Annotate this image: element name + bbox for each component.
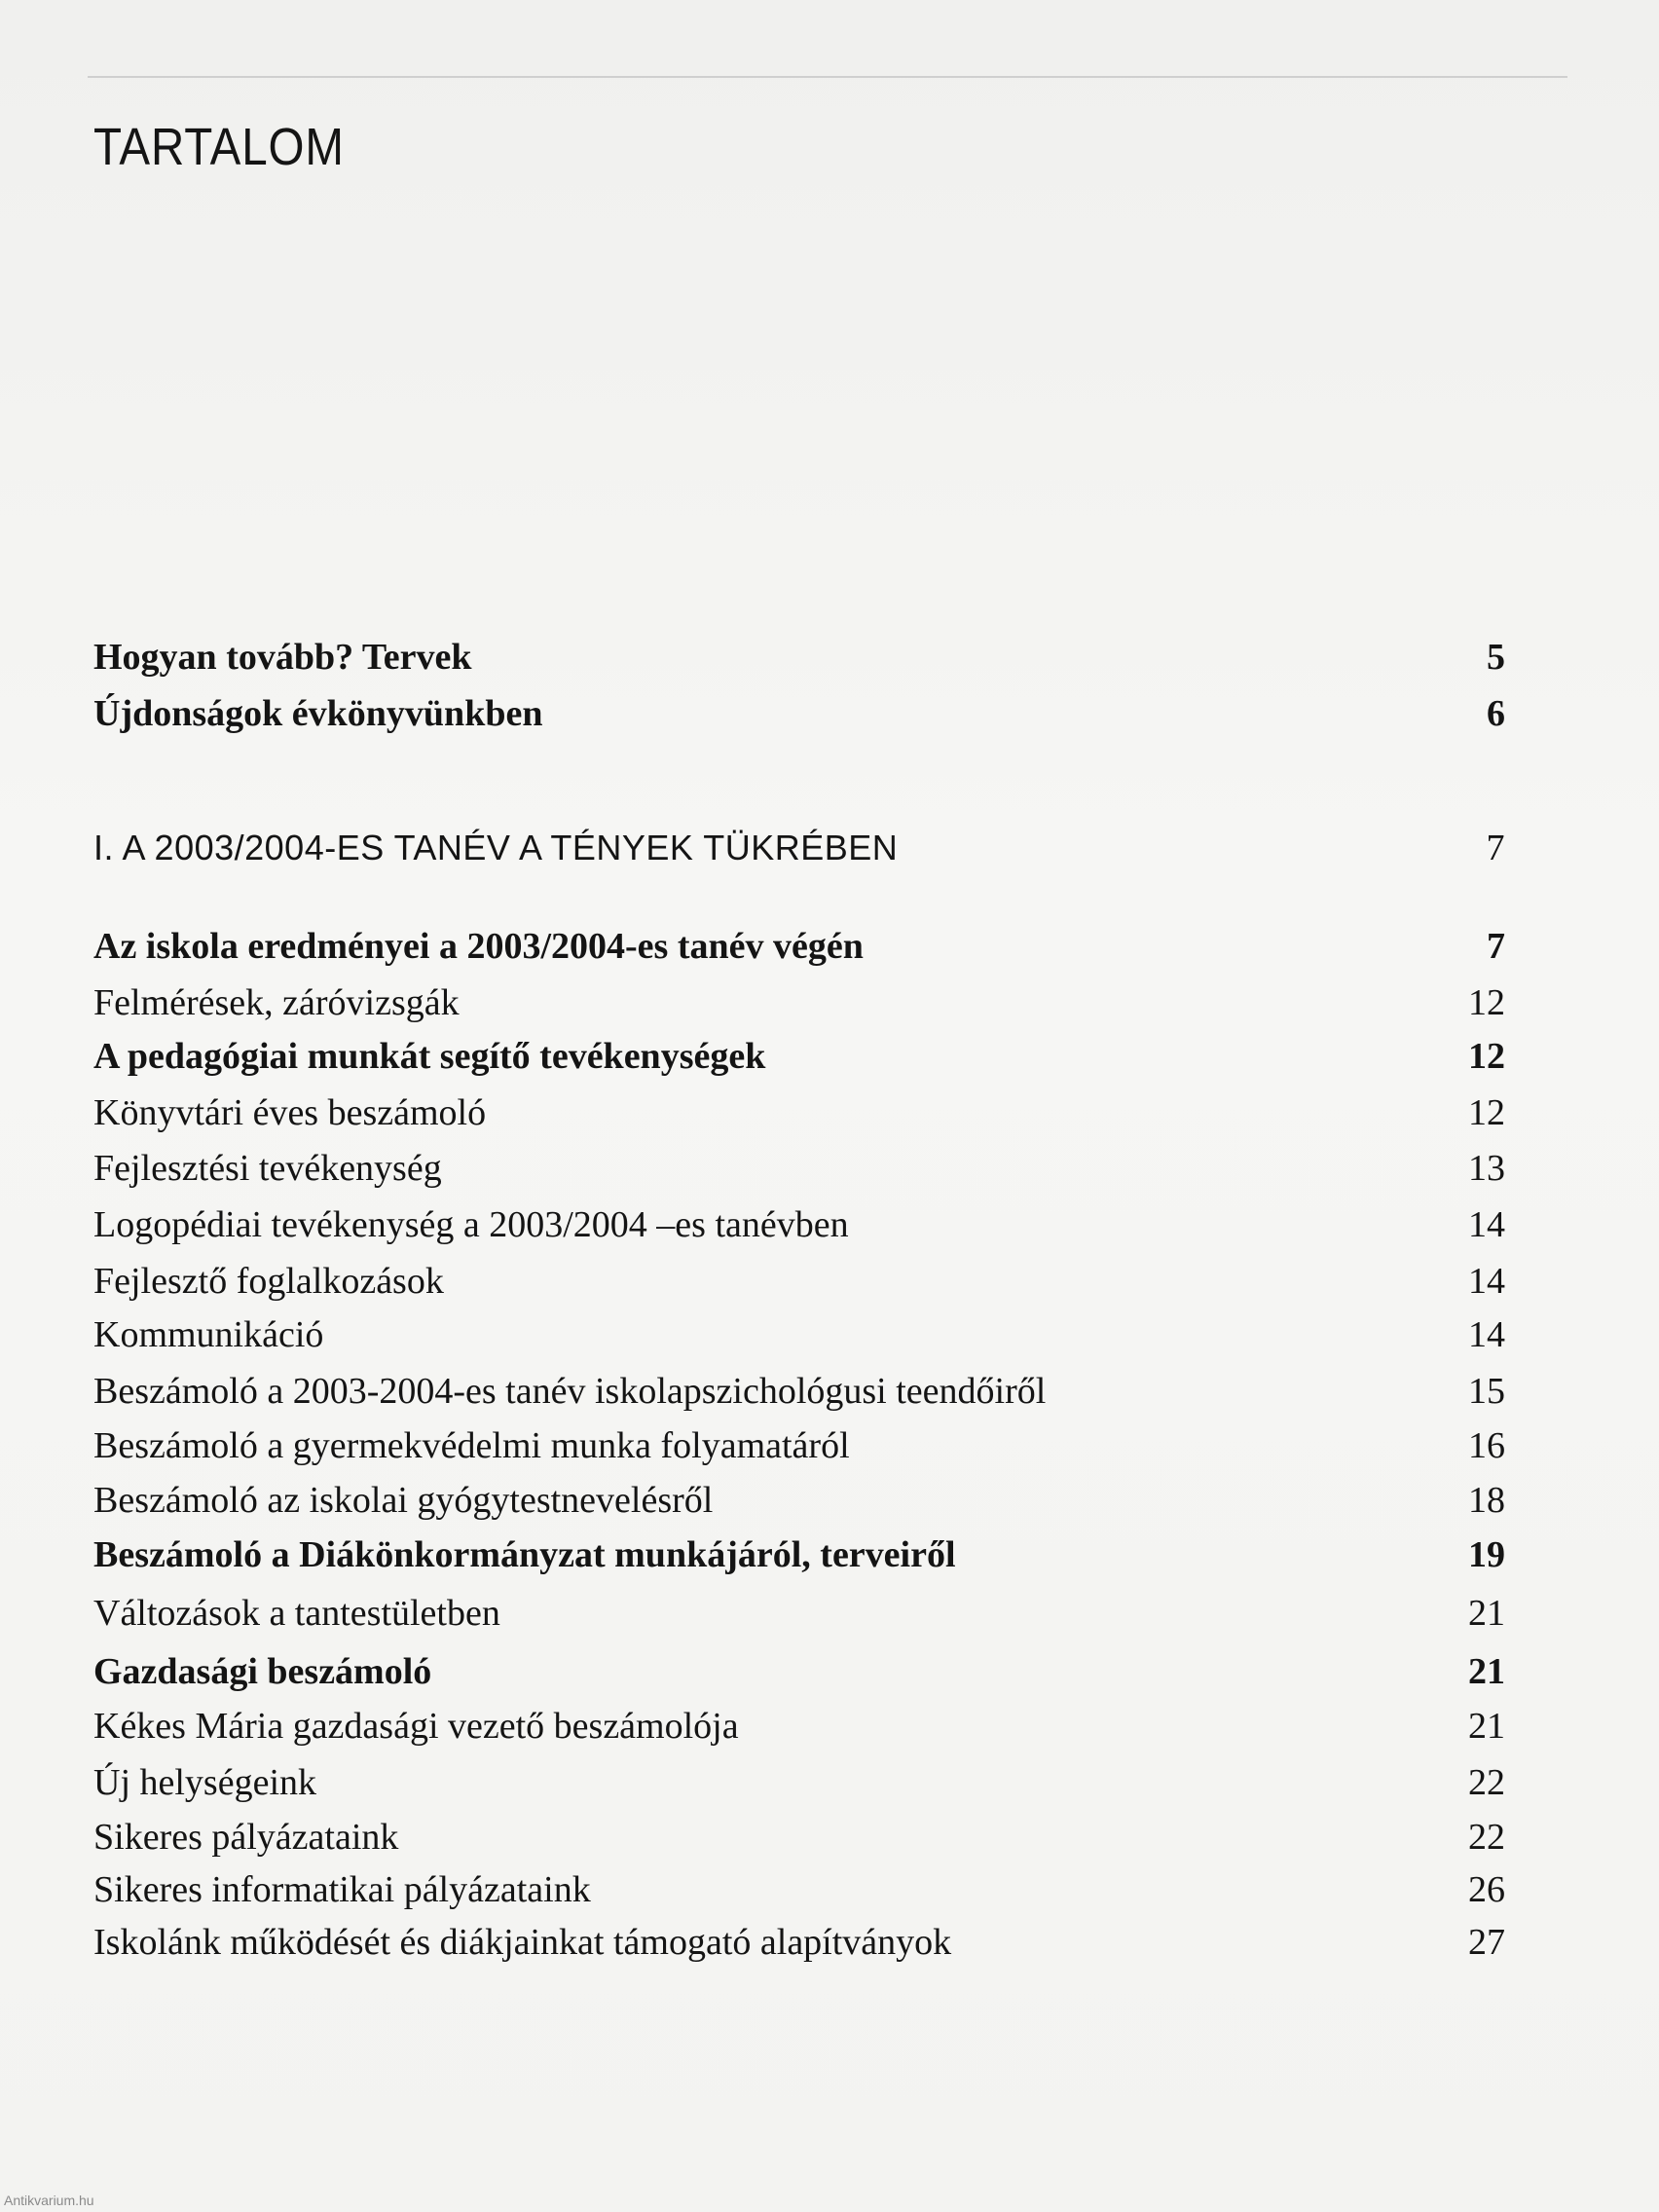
toc-entry bbox=[93, 1088, 1505, 1137]
toc-entry-label: Iskolánk működését és diákjainkat támogató alapítványok bbox=[93, 1922, 952, 1963]
toc-entry-page: 21 bbox=[1468, 1593, 1505, 1634]
toc-entry-label: Fejlesztő foglalkozások bbox=[93, 1261, 444, 1302]
toc-entry bbox=[93, 1367, 1505, 1416]
toc-entry-page: 7 bbox=[1486, 828, 1505, 868]
toc-entry-page: 12 bbox=[1468, 1092, 1505, 1133]
toc-entry bbox=[93, 1589, 1505, 1638]
toc-entry-page: 27 bbox=[1468, 1922, 1505, 1963]
toc-entry-page: 14 bbox=[1468, 1314, 1505, 1355]
toc-section-heading bbox=[93, 824, 1505, 872]
toc-entry-label: Változások a tantestületben bbox=[93, 1593, 500, 1634]
toc-entry-label: Logopédiai tevékenység a 2003/2004 –es tanévben bbox=[93, 1204, 849, 1245]
toc-entry bbox=[93, 1758, 1505, 1807]
toc-entry-label: Felmérések, záróvizsgák bbox=[93, 982, 460, 1023]
toc-entry-page: 6 bbox=[1487, 693, 1505, 734]
toc-entry-label: Sikeres pályázataink bbox=[93, 1817, 399, 1858]
toc-entry-page: 21 bbox=[1468, 1706, 1505, 1747]
toc-entry bbox=[93, 1530, 1505, 1579]
toc-entry-page: 12 bbox=[1468, 1036, 1505, 1077]
toc-entry-page: 26 bbox=[1468, 1869, 1505, 1910]
toc-entry bbox=[93, 1421, 1505, 1470]
toc-entry bbox=[93, 1200, 1505, 1249]
toc-entry-label: Beszámoló az iskolai gyógytestnevelésről bbox=[93, 1480, 714, 1521]
toc-entry-page: 5 bbox=[1487, 637, 1505, 678]
toc-entry bbox=[93, 1813, 1505, 1862]
toc-entry-label: A pedagógiai munkát segítő tevékenységek bbox=[93, 1036, 766, 1077]
toc-entry bbox=[93, 1702, 1505, 1751]
toc-entry bbox=[93, 689, 1505, 738]
toc-entry-page: 19 bbox=[1468, 1534, 1505, 1575]
toc-entry-page: 18 bbox=[1468, 1480, 1505, 1521]
toc-entry-label: Gazdasági beszámoló bbox=[93, 1651, 432, 1692]
toc-entry-label: Beszámoló a 2003-2004-es tanév iskolapszichológusi teendőiről bbox=[93, 1371, 1047, 1412]
toc-entry bbox=[93, 1257, 1505, 1306]
toc-entry-label: Könyvtári éves beszámoló bbox=[93, 1092, 487, 1133]
toc-entry-label: Újdonságok évkönyvünkben bbox=[93, 693, 543, 734]
watermark-footer: Antikvarium.hu bbox=[4, 2193, 94, 2208]
toc-entry bbox=[93, 1865, 1505, 1914]
toc-entry-label: Beszámoló a gyermekvédelmi munka folyamatáról bbox=[93, 1425, 850, 1466]
toc-entry bbox=[93, 978, 1505, 1027]
toc-entry-page: 13 bbox=[1468, 1148, 1505, 1189]
toc-entry bbox=[93, 1310, 1505, 1359]
toc-entry bbox=[93, 633, 1505, 682]
toc-entry-page: 21 bbox=[1468, 1651, 1505, 1692]
toc-entry-page: 22 bbox=[1468, 1817, 1505, 1858]
toc-entry bbox=[93, 1476, 1505, 1525]
toc-entry-page: 7 bbox=[1487, 926, 1505, 967]
toc-entry-label: Az iskola eredményei a 2003/2004-es tanév végén bbox=[93, 926, 864, 967]
top-rule bbox=[88, 76, 1567, 78]
toc-entry bbox=[93, 1144, 1505, 1193]
page-title: TARTALOM bbox=[93, 118, 345, 176]
toc-entry bbox=[93, 1918, 1505, 1967]
toc-entry-label: Kékes Mária gazdasági vezető beszámolója bbox=[93, 1706, 739, 1747]
toc-entry bbox=[93, 1647, 1505, 1696]
toc-entry-label: Beszámoló a Diákönkormányzat munkájáról, terveiről bbox=[93, 1534, 956, 1575]
toc-entry-page: 14 bbox=[1468, 1261, 1505, 1302]
toc-entry-label: Hogyan tovább? Tervek bbox=[93, 637, 472, 678]
toc-entry-label: Sikeres informatikai pályázataink bbox=[93, 1869, 591, 1910]
toc-entry bbox=[93, 1032, 1505, 1081]
toc-entry-label: Kommunikáció bbox=[93, 1314, 324, 1355]
toc-entry-page: 12 bbox=[1468, 982, 1505, 1023]
toc-entry-page: 16 bbox=[1468, 1425, 1505, 1466]
toc-entry bbox=[93, 922, 1505, 971]
toc-entry-page: 22 bbox=[1468, 1762, 1505, 1803]
toc-entry-label: Új helységeink bbox=[93, 1762, 317, 1803]
toc-entry-page: 15 bbox=[1468, 1371, 1505, 1412]
toc-entry-label: I. A 2003/2004-ES TANÉV A TÉNYEK TÜKRÉBEN bbox=[93, 828, 899, 867]
toc-entry-page: 14 bbox=[1468, 1204, 1505, 1245]
toc-entry-label: Fejlesztési tevékenység bbox=[93, 1148, 442, 1189]
